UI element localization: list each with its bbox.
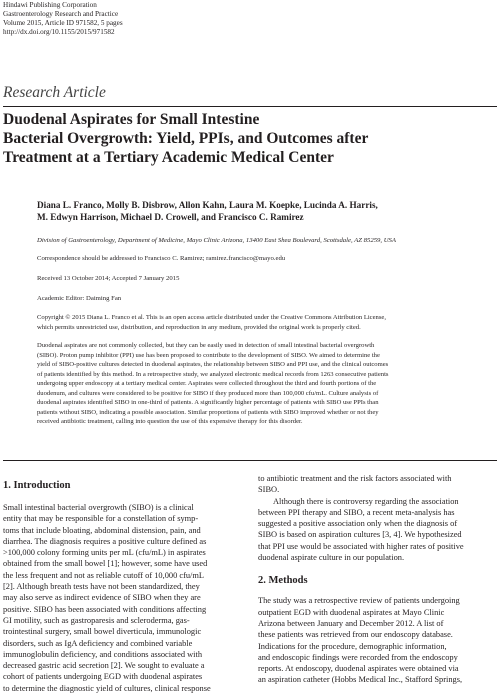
abstract-line: (SIBO). Proton pump inhibitor (PPI) use has been proposed to contribute to the development of SIBO. We aimed to determine the bbox=[37, 351, 380, 359]
abstract-line: duodenum, and cultures were considered to be positive for SIBO if they produced more than 100,000 cfu/mL. Culture analysis of bbox=[37, 389, 379, 397]
article-title bbox=[3, 110, 497, 167]
text-line: obtained from the small bowel [1]; however, some have used bbox=[3, 559, 208, 569]
academic-editor: Academic Editor: Daiming Fan bbox=[37, 295, 122, 302]
methods-text bbox=[258, 595, 498, 685]
received-dates: Received 13 October 2014; Accepted 7 January 2015 bbox=[37, 275, 180, 282]
text-line: outpatient EGD with duodenal aspirates at Mayo Clinic bbox=[258, 607, 445, 617]
text-line: and endoscopic findings were recorded from the endoscopy bbox=[258, 652, 458, 662]
text-line: entity that may be responsible for a constellation of symp- bbox=[3, 514, 199, 524]
abstract-rule bbox=[3, 460, 497, 461]
text-line: between PPI therapy and SIBO, a recent meta-analysis has bbox=[258, 507, 455, 517]
text-line: to antibiotic treatment and the risk factors associated with bbox=[258, 474, 452, 483]
text-line: the less frequent and not as reliable cutoff of 10,000 cfu/mL bbox=[3, 570, 205, 580]
left-column bbox=[3, 479, 243, 694]
introduction-continued bbox=[258, 473, 498, 563]
text-line: Although there is controversy regarding the association bbox=[273, 496, 459, 506]
volume-line: Volume 2015, Article ID 971582, 5 pages bbox=[3, 19, 123, 27]
abstract-line: undergoing upper endoscopy at a tertiary medical center. Aspirates were collected throughout the third and fourth portions of the bbox=[37, 380, 377, 387]
text-line: Arizona between January and December 2012. A list of bbox=[258, 618, 444, 628]
abstract-line: patients without SIBO, indicating a possible association. Similar proportions of patients with SIBO improved whether or not they bbox=[37, 408, 379, 416]
text-line: suggested a positive association only when the diagnosis of bbox=[258, 519, 458, 529]
copyright-notice bbox=[37, 313, 497, 332]
author-line: Diana L. Franco, Molly B. Disbrow, Allon Kahn, Laura M. Koepke, Lucinda A. Harris, bbox=[37, 200, 378, 210]
author-list bbox=[37, 199, 497, 223]
abstract-line: duodenal aspirates identified SIBO in one-third of patients. A significantly higher percentage of patients with SIBO use PPIs than bbox=[37, 399, 379, 406]
text-line: toms that include bloating, abdominal distension, pain, and bbox=[3, 525, 201, 535]
text-line: diarrhea. The diagnosis requires a positive culture defined as bbox=[3, 536, 207, 546]
text-line: The study was a retrospective review of patients undergoing bbox=[258, 596, 460, 606]
text-line: [2]. Although breath tests have not been standardized, they bbox=[3, 582, 200, 592]
abstract-line: of patients identified by this method. In a retrospective study, we analyzed electronic medical records from 1263 consecutive patients bbox=[37, 370, 389, 378]
title-line: Duodenal Aspirates for Small Intestine bbox=[3, 111, 260, 128]
affiliation: Division of Gastroenterology, Department of Medicine, Mayo Clinic Arizona, 13400 East Shea Boulevard, Scottsdale, AZ 85259, USA bbox=[37, 237, 396, 244]
abstract bbox=[37, 341, 497, 427]
text-line: may also serve as indirect evidence of SIBO when they are bbox=[3, 593, 201, 603]
right-column bbox=[258, 473, 498, 686]
text-line: these patients was retrieved from our endoscopy database. bbox=[258, 630, 453, 640]
section-heading-methods: 2. Methods bbox=[258, 575, 308, 587]
text-line: SIBO. bbox=[258, 485, 280, 495]
text-line: disorders, such as IgA deficiency and combined variable bbox=[3, 638, 193, 648]
title-line: Treatment at a Tertiary Academic Medical Center bbox=[3, 149, 334, 166]
text-line: to determine the diagnostic yield of cultures, clinical response bbox=[3, 683, 211, 693]
text-line: cohort of patients undergoing EGD with duodenal aspirates bbox=[3, 672, 203, 682]
doi-link[interactable]: http://dx.doi.org/10.1155/2015/971582 bbox=[3, 28, 115, 36]
text-line: immunoglobulin deficiency, and conditions associated with bbox=[3, 649, 203, 659]
journal-header bbox=[3, 1, 303, 37]
copyright-line: which permits unrestricted use, distribution, and reproduction in any medium, provided the original work is properly cited. bbox=[37, 323, 361, 331]
text-line: Small intestinal bacterial overgrowth (SIBO) is a clinical bbox=[3, 503, 194, 512]
text-line: GI motility, such as gastroparesis and scleroderma, gas- bbox=[3, 615, 190, 625]
abstract-line: received antibiotic treatment, calling into question the use of this expensive therapy for this disorder. bbox=[37, 418, 303, 425]
author-line: M. Edwyn Harrison, Michael D. Crowell, and Francisco C. Ramirez bbox=[37, 212, 304, 222]
title-line: Bacterial Overgrowth: Yield, PPIs, and Outcomes after bbox=[3, 130, 369, 147]
text-line: reports. At endoscopy, duodenal aspirates were obtained via bbox=[258, 664, 459, 674]
article-type: Research Article bbox=[3, 84, 106, 101]
text-line: duodenal aspirate culture in our population. bbox=[258, 553, 405, 563]
introduction-text bbox=[3, 502, 243, 694]
section-heading-introduction: 1. Introduction bbox=[3, 480, 71, 491]
text-line: that PPI use would be associated with higher rates of positive bbox=[258, 541, 464, 551]
journal-name: Gastroenterology Research and Practice bbox=[3, 10, 119, 18]
abstract-line: Duodenal aspirates are not commonly collected, but they can be easily used in detection of small intestinal bacterial overgrowth bbox=[37, 342, 375, 349]
publisher-line: Hindawi Publishing Corporation bbox=[3, 1, 97, 9]
text-line: SIBO is based on aspiration cultures [3, 4]. We hypothesized bbox=[258, 530, 462, 540]
text-line: positive. SIBO has been associated with conditions affecting bbox=[3, 604, 207, 614]
text-line: decreased gastric acid secretion [2]. We sought to evaluate a bbox=[3, 661, 205, 671]
correspondence: Correspondence should be addressed to Francisco C. Ramirez; ramirez.francisco@mayo.edu bbox=[37, 255, 286, 262]
copyright-line: Copyright © 2015 Diana L. Franco et al. This is an open access article distributed under the Creative Commons Attribution License, bbox=[37, 314, 386, 321]
text-line: >100,000 colony forming units per mL (cfu/mL) in aspirates bbox=[3, 548, 206, 558]
text-line: an aspiration catheter (Hobbs Medical Inc., Stafford Springs, bbox=[258, 675, 463, 685]
abstract-line: yield of SIBO-positive cultures detected in duodenal aspirates, the relationship between SIBO and PPI use, and the clinical outcomes bbox=[37, 361, 389, 368]
text-line: trointestinal surgery, small bowel diverticula, immunologic bbox=[3, 627, 202, 637]
text-line: Indications for the procedure, demographic information, bbox=[258, 641, 447, 651]
title-rule bbox=[3, 106, 497, 107]
